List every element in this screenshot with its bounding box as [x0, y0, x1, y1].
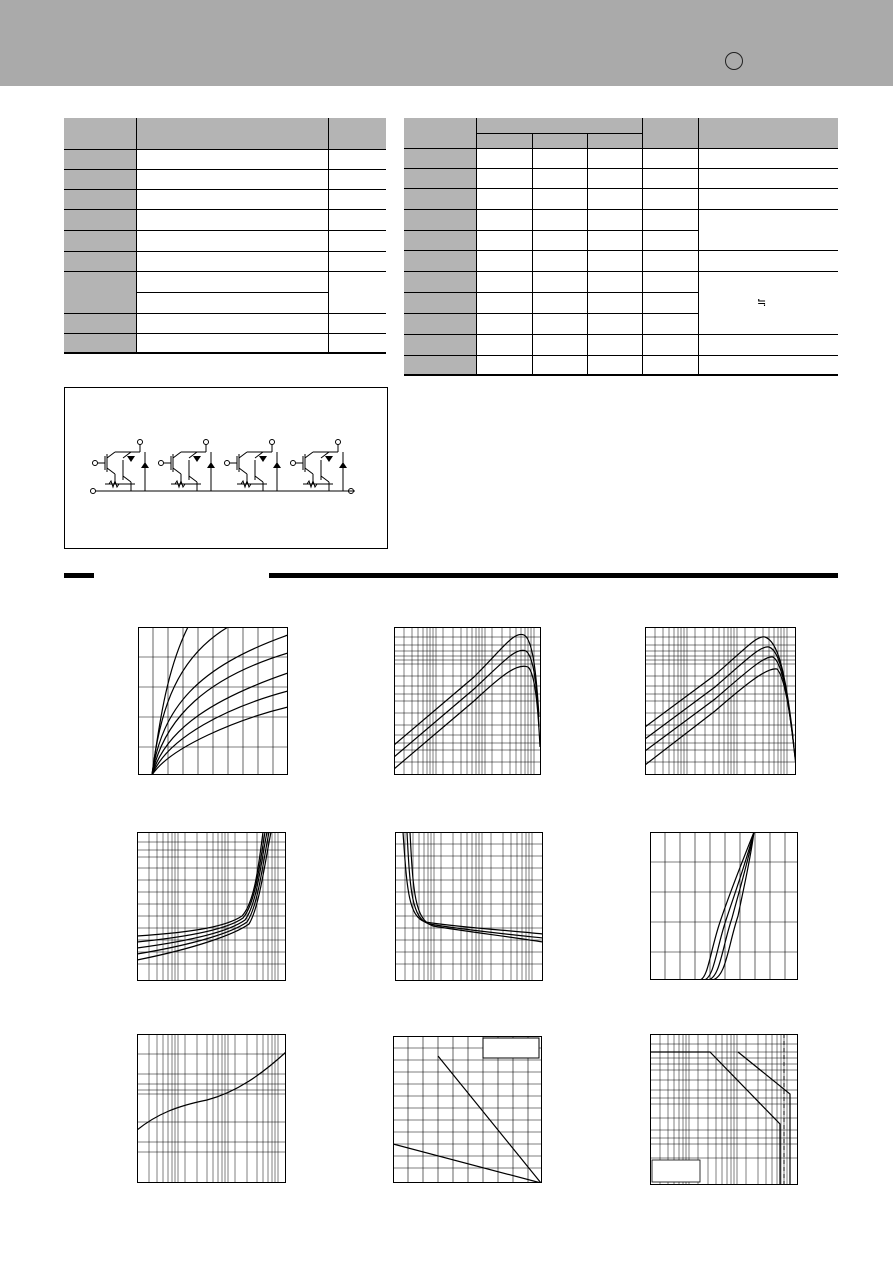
circuit-diagram-box: [64, 387, 388, 549]
table-row: [64, 209, 386, 230]
table-row: [64, 189, 386, 209]
table-row: [64, 149, 386, 169]
characteristics-header-row: [404, 118, 838, 133]
graph-output-characteristics: [138, 627, 288, 775]
table-row: [404, 355, 838, 375]
graph-log-single-curve: [137, 1034, 286, 1183]
igbt-module-schematic-icon: [65, 388, 387, 548]
graph-log-curves-4: [395, 832, 543, 981]
graph-transfer-characteristics: [650, 832, 798, 980]
characteristics-table: [404, 118, 838, 376]
table-row: [64, 333, 386, 353]
approx-symbol: ≒: [757, 297, 767, 309]
table-row: [64, 169, 386, 189]
circle-mark-icon: [725, 52, 743, 70]
graph-log-curves-3: [137, 832, 286, 981]
table-row: [404, 209, 838, 230]
table-row: [64, 271, 386, 292]
table-row: [404, 168, 838, 188]
header-band: [0, 0, 893, 86]
graph-derating-lines: [393, 1036, 542, 1183]
table-row: [404, 334, 838, 355]
ratings-table: [64, 118, 386, 354]
table-row: [404, 271, 838, 292]
table-row: [64, 251, 386, 271]
section-bar-right: [269, 573, 838, 578]
table-row: [64, 230, 386, 251]
table-row: [404, 148, 838, 168]
section-bar-left: [64, 573, 94, 578]
table-row: [404, 250, 838, 271]
ratings-header-row: [64, 118, 386, 149]
graph-safe-operating-area: [650, 1034, 798, 1185]
table-row: [64, 313, 386, 333]
graph-log-curves-2: [645, 627, 796, 775]
table-row: [404, 188, 838, 209]
graph-log-curves-1: [394, 627, 541, 775]
